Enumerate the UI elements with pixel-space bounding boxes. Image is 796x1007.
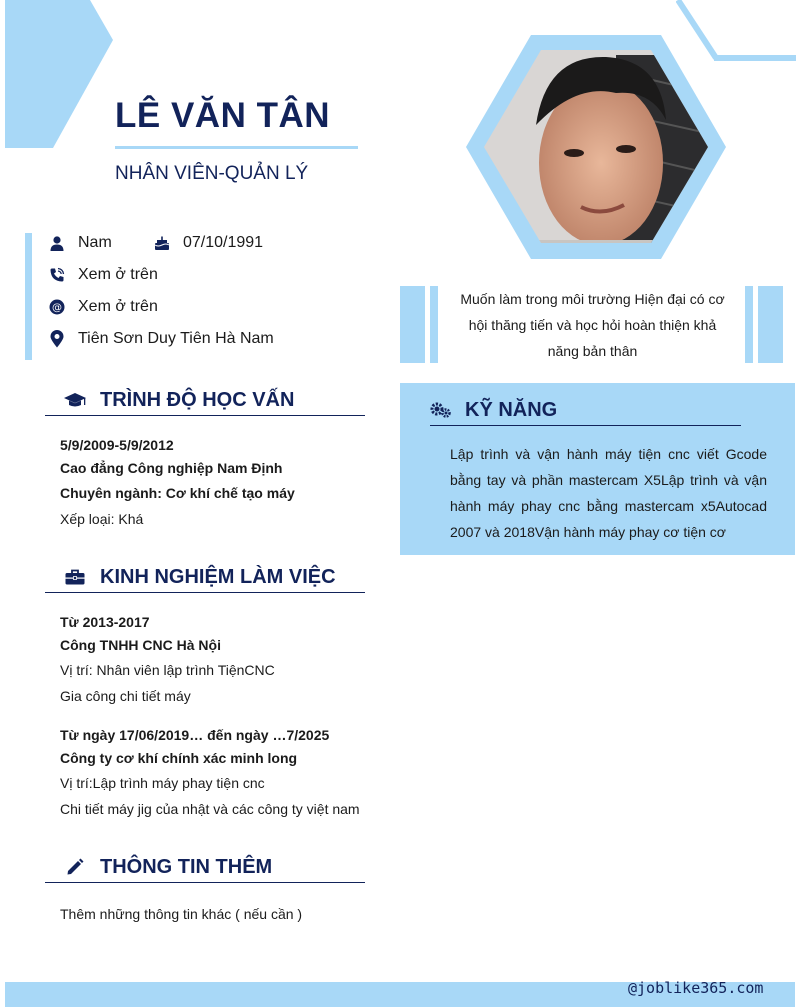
education-period: 5/9/2009-5/9/2012	[60, 437, 174, 453]
extra-heading	[62, 853, 272, 881]
education-heading	[62, 386, 294, 414]
skills-heading-rule	[430, 425, 741, 426]
skills-heading-text: KỸ NĂNG	[465, 398, 558, 421]
job-2-period: Từ ngày 17/06/2019… đến ngày …7/2025	[60, 727, 330, 743]
job-title: NHÂN VIÊN-QUẢN LÝ	[115, 163, 309, 184]
skills-heading	[430, 396, 557, 424]
education-rule	[45, 415, 365, 416]
objective-bar-left-inner	[430, 286, 438, 363]
extra-rule	[45, 882, 365, 883]
contact-gender	[48, 232, 112, 254]
pencil-icon	[62, 858, 88, 876]
contact-address	[48, 328, 274, 350]
contact-birthdate	[153, 232, 263, 254]
user-icon	[48, 234, 66, 252]
education-heading-text: TRÌNH ĐỘ HỌC VẤN	[100, 388, 295, 411]
corner-decoration	[5, 0, 115, 148]
profile-photo	[466, 35, 726, 259]
job-2-company: Công ty cơ khí chính xác minh long	[60, 750, 298, 766]
contact-email	[48, 296, 158, 318]
briefcase-icon	[62, 569, 88, 585]
gender-value: Nam	[78, 234, 112, 251]
contact-phone	[48, 264, 158, 286]
phone-value: Xem ở trên	[78, 266, 158, 283]
education-school: Cao đẳng Công nghiệp Nam Định	[60, 460, 283, 476]
experience-rule	[45, 592, 365, 593]
objective-bar-left-outer	[400, 286, 425, 363]
candidate-name: LÊ VĂN TÂN	[115, 96, 330, 135]
contact-accent-bar	[25, 233, 32, 360]
skills-text: Lập trình và vận hành máy tiện cnc viết Gcode bằng tay và phần mastercam X5Lập trình và vận hành máy phay cnc bằng mastercam x5Autocad 2007 và 2018Vận hành máy phay cơ tiện cơ	[450, 446, 767, 540]
extra-text: Thêm những thông tin khác ( nếu cần )	[60, 906, 303, 922]
svg-text:@: @	[52, 302, 62, 314]
job-2-position: Vị trí:Lập trình máy phay tiện cnc	[60, 775, 265, 791]
phone-icon	[48, 266, 66, 284]
map-pin-icon	[48, 330, 66, 348]
address-value: Tiên Sơn Duy Tiên Hà Nam	[78, 330, 274, 347]
job-2-description: Chi tiết máy jig của nhật và các công ty việt nam	[60, 801, 360, 817]
job-1-period: Từ 2013-2017	[60, 614, 150, 630]
email-value: Xem ở trên	[78, 298, 158, 315]
cake-icon	[153, 234, 171, 252]
job-1-position: Vị trí: Nhân viên lập trình TiệnCNC	[60, 662, 275, 678]
footer-watermark: @joblike365.com	[628, 979, 764, 997]
education-major: Chuyên ngành: Cơ khí chế tạo máy	[60, 485, 295, 501]
education-grade: Xếp loại: Khá	[60, 511, 144, 527]
extra-heading-text: THÔNG TIN THÊM	[100, 855, 273, 878]
job-1-company: Công TNHH CNC Hà Nội	[60, 637, 221, 653]
experience-heading	[62, 563, 336, 591]
objective-bar-right-inner	[745, 286, 753, 363]
at-icon	[48, 298, 66, 316]
objective-bar-right-outer	[758, 286, 783, 363]
experience-heading-text: KINH NGHIỆM LÀM VIỆC	[100, 565, 336, 588]
gears-icon	[430, 401, 454, 419]
birthdate-value: 07/10/1991	[183, 234, 264, 251]
graduation-cap-icon	[62, 391, 88, 409]
job-1-description: Gia công chi tiết máy	[60, 688, 191, 704]
name-underline	[115, 146, 358, 149]
career-objective: Muốn làm trong môi trường Hiện đại có cơ hội thăng tiến và học hỏi hoàn thiện khả năng bản thân	[460, 291, 725, 359]
